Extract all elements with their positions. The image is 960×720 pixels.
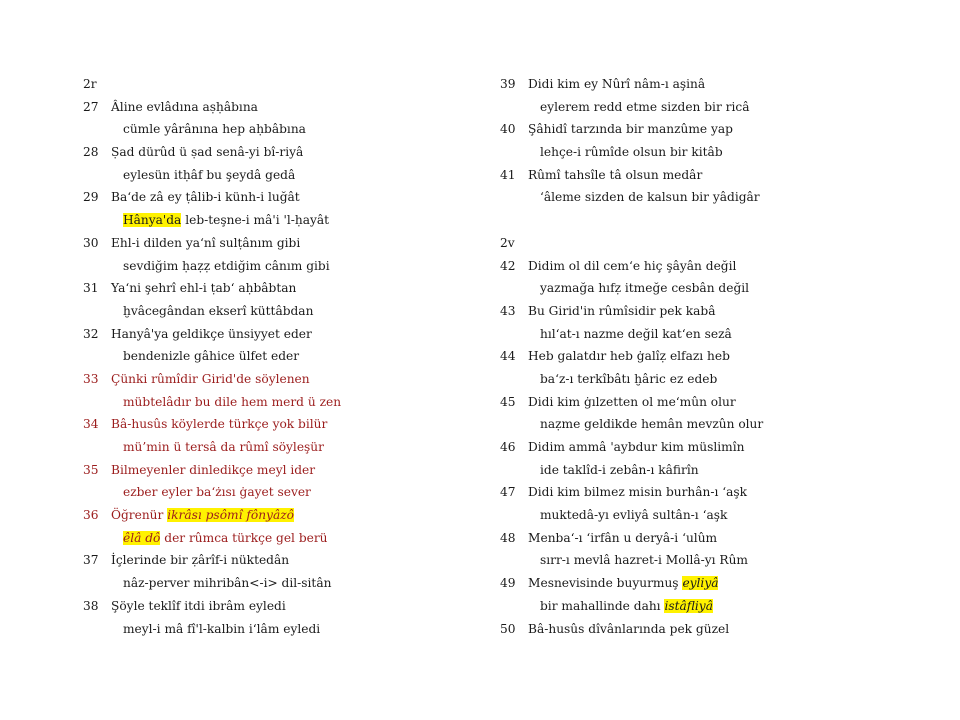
- verse-text: [540, 277, 749, 300]
- folio-label: 2v: [500, 235, 515, 250]
- verse-segment: Didi kim ġılzetten ol me‘mûn olur: [528, 394, 736, 409]
- verse-segment: nâz-perver mihribân<-i> dil-sitân: [123, 576, 332, 591]
- verse-segment: eylerem redd etme sizden bir ricâ: [540, 99, 750, 114]
- verse-text: [123, 345, 299, 368]
- verse-text: [528, 300, 715, 323]
- left-column: [83, 73, 473, 640]
- verse-text: [123, 572, 331, 595]
- verse-text: [123, 118, 306, 141]
- line-number: 37: [83, 553, 99, 568]
- verse-segment: Didim ammâ 'aybdur kim müslimîn: [528, 440, 745, 454]
- verse-text: [540, 141, 723, 164]
- verse-line: [500, 595, 920, 618]
- line-number: 39: [500, 77, 516, 91]
- verse-line: [83, 459, 473, 482]
- line-number: 50: [500, 621, 516, 636]
- verse-text: [123, 527, 328, 550]
- verse-text: [540, 368, 717, 391]
- verse-text: [528, 618, 729, 641]
- verse-line: [500, 186, 920, 209]
- verse-segment: Heb galatdır heb ġalîẓ elfazı heb: [528, 349, 730, 364]
- verse-segment: Ba‘de zâ ey ṭâlib-i künh-i luğât: [111, 190, 300, 205]
- verse-text: [111, 141, 303, 164]
- verse-line: [500, 345, 920, 368]
- line-number: 45: [500, 394, 516, 409]
- verse-line: [500, 73, 920, 96]
- verse-segment: eylesün itḥâf bu şeydâ gedâ: [123, 167, 296, 182]
- verse-text: [528, 436, 744, 459]
- highlighted-term: êlâ dô: [123, 530, 161, 545]
- line-number: 44: [500, 349, 516, 364]
- verse-line: [500, 436, 920, 459]
- verse-segment: Ehl-i dilden ya‘nî sulṭânım gibi: [111, 235, 301, 250]
- verse-text: [123, 255, 330, 278]
- verse-segment: cümle yârânına hep aḥbâbına: [123, 122, 306, 137]
- verse-line: [500, 549, 920, 572]
- highlighted-term: eyliyâ: [682, 576, 719, 591]
- verse-line: [83, 186, 473, 209]
- verse-text: [528, 118, 733, 141]
- folio-row: [500, 232, 920, 255]
- verse-text: [528, 572, 718, 595]
- line-number: 40: [500, 122, 516, 137]
- verse-text: [111, 413, 327, 436]
- verse-text: [123, 300, 313, 323]
- verse-text: [123, 164, 295, 187]
- verse-line: [83, 96, 473, 119]
- verse-line: [500, 527, 920, 550]
- folio-label: 2r: [83, 77, 97, 91]
- verse-line: [83, 232, 473, 255]
- verse-text: [111, 323, 312, 346]
- verse-segment: mübtelâdır bu dile hem merd ü zen: [123, 394, 342, 409]
- verse-segment: bendenizle gâhice ülfet eder: [123, 349, 300, 364]
- verse-line: [83, 209, 473, 232]
- verse-text: [528, 73, 705, 96]
- line-number: 31: [83, 281, 99, 296]
- verse-line: [83, 572, 473, 595]
- verse-line: [83, 118, 473, 141]
- verse-segment: Bâ-husûs köylerde türkçe yok bilür: [111, 417, 328, 432]
- verse-segment: Âline evlâdına aṣḥâbına: [111, 99, 258, 114]
- verse-text: [528, 391, 736, 414]
- verse-segment: bir mahallinde dahı: [540, 598, 665, 613]
- verse-line: [500, 164, 920, 187]
- verse-line: [500, 459, 920, 482]
- verse-segment: Öğrenür: [111, 508, 168, 523]
- verse-text: [540, 413, 763, 436]
- verse-text: [111, 504, 294, 527]
- line-number: 34: [83, 417, 99, 432]
- verse-line: [83, 413, 473, 436]
- line-number: 49: [500, 576, 516, 591]
- blank-row: [500, 209, 920, 232]
- verse-segment: ezber eyler ba‘żısı ġayet sever: [123, 485, 311, 500]
- verse-text: [123, 481, 311, 504]
- verse-segment: Ṣad dürûd ü ṣad senâ-yi bî-riyâ: [111, 145, 304, 160]
- verse-line: [83, 527, 473, 550]
- verse-line: [83, 391, 473, 414]
- verse-segment: Şöyle teklîf itdi ibrâm eyledi: [111, 598, 286, 613]
- verse-segment: Didi kim ey Nûrî nâm-ı aşinâ: [528, 77, 706, 91]
- verse-text: [123, 436, 324, 459]
- verse-line: [83, 300, 473, 323]
- verse-segment: Rûmî tahsîle tâ olsun medâr: [528, 167, 703, 182]
- right-column: [500, 73, 920, 640]
- verse-segment: İçlerinde bir ẓârîf-i nüktedân: [111, 553, 290, 568]
- verse-text: [528, 164, 702, 187]
- verse-line: [500, 413, 920, 436]
- highlighted-term: ikrâsı psômî fônyâzô: [167, 508, 294, 523]
- verse-line: [83, 323, 473, 346]
- line-number: 35: [83, 462, 99, 477]
- verse-line: [500, 96, 920, 119]
- verse-segment: muktedâ-yı evliyâ sultân-ı ‘aşk: [540, 508, 728, 523]
- verse-segment: Çünki rûmîdir Girid'de söylenen: [111, 371, 310, 386]
- verse-segment: Didim ol dil cem‘e hiç şâyân değil: [528, 258, 737, 273]
- verse-segment: Bu Girid'in rûmîsidir pek kabâ: [528, 303, 716, 318]
- verse-line: [500, 323, 920, 346]
- verse-line: [83, 436, 473, 459]
- verse-line: [83, 255, 473, 278]
- verse-line: [83, 277, 473, 300]
- verse-text: [123, 391, 341, 414]
- verse-text: [540, 323, 732, 346]
- verse-text: [111, 368, 310, 391]
- verse-segment: Şâhidî tarzında bir manzûme yap: [528, 122, 733, 137]
- line-number: 32: [83, 326, 99, 341]
- line-number: 36: [83, 508, 99, 523]
- verse-line: [500, 618, 920, 641]
- verse-text: [111, 549, 289, 572]
- verse-segment: sırr-ı mevlâ hazret-i Mollâ-yı Rûm: [540, 553, 748, 568]
- verse-segment: lehçe-i rûmîde olsun bir kitâb: [540, 145, 723, 160]
- verse-line: [83, 504, 473, 527]
- verse-text: [540, 595, 713, 618]
- verse-segment: Bâ-husûs dîvânlarında pek güzel: [528, 621, 730, 636]
- verse-line: [500, 255, 920, 278]
- verse-segment: Didi kim bilmez misin burhân-ı ‘aşk: [528, 485, 748, 500]
- folio-row: [83, 73, 473, 96]
- highlighted-term: istâfliyâ: [664, 598, 713, 613]
- line-number: 28: [83, 145, 99, 160]
- verse-segment: ba‘z-ı terkîbâtı ḫâric ez edeb: [540, 371, 718, 386]
- verse-text: [540, 549, 748, 572]
- verse-line: [500, 118, 920, 141]
- verse-segment: Ya‘ni şehrî ehl-i ṭab‘ aḥbâbtan: [111, 281, 297, 296]
- verse-line: [83, 164, 473, 187]
- verse-line: [83, 595, 473, 618]
- verse-line: [83, 549, 473, 572]
- verse-line: [500, 391, 920, 414]
- verse-text: [528, 345, 730, 368]
- verse-line: [500, 481, 920, 504]
- verse-segment: mü’min ü tersâ da rûmî söyleşür: [123, 440, 324, 454]
- line-number: 43: [500, 303, 516, 318]
- verse-text: [540, 504, 727, 527]
- verse-text: [111, 232, 300, 255]
- highlighted-term: Hânya'da: [123, 213, 182, 228]
- verse-segment: Hanyâ'ya geldikçe ünsiyyet eder: [111, 326, 312, 341]
- verse-segment: sevdiğim ḥaẓẓ etdiğim cânım gibi: [123, 258, 330, 273]
- verse-segment: der rûmca türkçe gel berü: [160, 530, 328, 545]
- verse-segment: leb-teşne-i mâ'i 'l-ḥayât: [181, 213, 330, 228]
- verse-text: [123, 209, 329, 232]
- verse-line: [83, 141, 473, 164]
- line-number: 48: [500, 530, 516, 545]
- verse-text: [123, 618, 320, 641]
- verse-text: [111, 186, 300, 209]
- verse-line: [500, 141, 920, 164]
- verse-segment: naẓme geldikde hemân mevzûn olur: [540, 417, 764, 432]
- verse-line: [83, 618, 473, 641]
- verse-segment: Menba‘-ı ‘irfân u deryâ-i ‘ulûm: [528, 530, 718, 545]
- verse-text: [111, 96, 258, 119]
- verse-segment: ḫvâcegândan ekserî küttâbdan: [123, 303, 314, 318]
- verse-text: [111, 595, 286, 618]
- verse-segment: ‘âleme sizden de kalsun bir yâdigâr: [540, 190, 760, 205]
- verse-segment: Mesnevisinde buyurmuş: [528, 576, 683, 591]
- line-number: 41: [500, 167, 516, 182]
- verse-line: [83, 345, 473, 368]
- verse-line: [500, 572, 920, 595]
- line-number: 27: [83, 99, 99, 114]
- verse-text: [528, 481, 747, 504]
- verse-segment: hıl‘at-ı nazme değil kat‘en sezâ: [540, 326, 732, 341]
- line-number: 29: [83, 190, 99, 205]
- line-number: 33: [83, 371, 99, 386]
- verse-line: [83, 368, 473, 391]
- verse-text: [528, 527, 717, 550]
- line-number: 47: [500, 485, 516, 500]
- verse-segment: yazmağa hıfẓ itmeğe cesbân değil: [540, 281, 750, 296]
- verse-text: [111, 277, 296, 300]
- verse-text: [540, 459, 699, 482]
- verse-line: [500, 277, 920, 300]
- verse-line: [500, 504, 920, 527]
- line-number: 38: [83, 598, 99, 613]
- line-number: 42: [500, 258, 516, 273]
- verse-segment: Bilmeyenler dinledikçe meyl ider: [111, 462, 316, 477]
- verse-line: [500, 300, 920, 323]
- line-number: 46: [500, 440, 516, 454]
- verse-text: [540, 186, 760, 209]
- verse-line: [83, 481, 473, 504]
- verse-text: [540, 96, 749, 119]
- line-number: 30: [83, 235, 99, 250]
- verse-segment: meyl-i mâ fî'l-kalbin i‘lâm eyledi: [123, 621, 321, 636]
- verse-segment: ide taklîd-i zebân-ı kâfirîn: [540, 462, 699, 477]
- verse-text: [111, 459, 315, 482]
- verse-line: [500, 368, 920, 391]
- verse-text: [528, 255, 736, 278]
